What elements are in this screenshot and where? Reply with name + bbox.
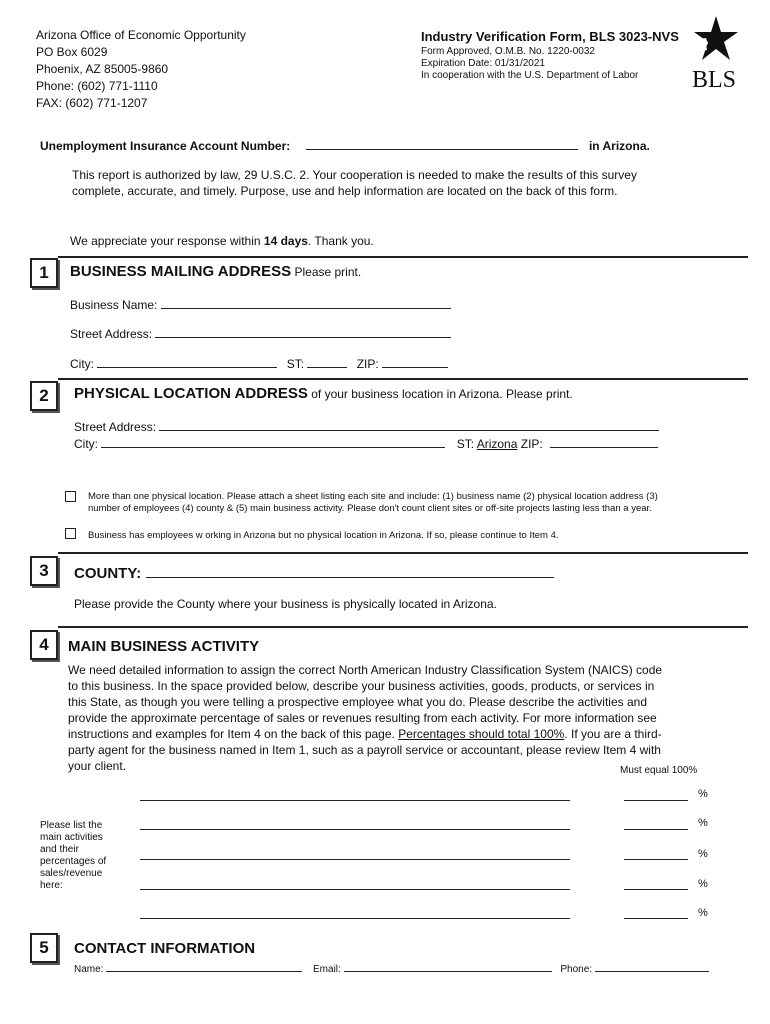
activity-input-3[interactable] (140, 859, 570, 860)
agency-name: Arizona Office of Economic Opportunity (36, 28, 246, 42)
section-4-title: MAIN BUSINESS ACTIVITY (68, 638, 260, 655)
multiple-locations-line: number of employees (4) county & (5) main business activity. Please don't count client sites or off-site projects lasting less than a year. (88, 503, 652, 514)
agency-block (36, 27, 246, 112)
mailing-st-label: ST: (286, 357, 305, 371)
section-1-title: BUSINESS MAILING ADDRESS (70, 263, 292, 280)
form-header (421, 29, 679, 82)
activity-input-2[interactable] (140, 829, 570, 830)
must-equal-note: Must equal 100% (620, 765, 698, 776)
side-note-line: Please list the (40, 820, 103, 831)
percentage-input-2[interactable] (624, 829, 688, 830)
multiple-locations-text (88, 491, 658, 515)
side-note-line: and their (40, 844, 79, 855)
star-icon (686, 14, 742, 66)
contact-email-input[interactable] (344, 961, 552, 972)
agency-fax: FAX: (602) 771-1207 (36, 96, 148, 110)
contact-phone-label: Phone: (560, 964, 593, 975)
percent-sign: % (698, 878, 708, 890)
no-physical-location-checkbox[interactable] (65, 528, 76, 539)
section-2-number: 2 (30, 381, 58, 411)
contact-row (74, 961, 709, 975)
section-3-rule (58, 552, 748, 554)
mailing-city-input[interactable] (97, 355, 277, 368)
bls-logo (686, 14, 742, 93)
mailing-street-label: Street Address: (70, 327, 153, 341)
side-note-line: percentages of (40, 856, 107, 867)
activity-input-5[interactable] (140, 918, 570, 919)
business-name-row (70, 296, 451, 312)
response-days: 14 days (263, 234, 308, 248)
physical-street-label: Street Address: (74, 420, 157, 434)
authority-line: This report is authorized by law, 29 U.S.C. 2. Your cooperation is needed to make the results of this survey (72, 168, 637, 182)
physical-zip-label: ZIP: (520, 437, 543, 451)
side-note-line: here: (40, 880, 63, 891)
physical-street-input[interactable] (159, 418, 659, 431)
agency-po-box: PO Box 6029 (36, 45, 108, 59)
instruction-line: to this business. In the space provided below, describe your business activities, goods, products, or services in (68, 679, 655, 693)
section-1-number: 1 (30, 258, 58, 288)
mailing-city-row (70, 355, 448, 371)
section-2-note: of your business location in Arizona. Please print. (307, 387, 573, 401)
county-row (74, 563, 554, 583)
mailing-st-input[interactable] (307, 355, 347, 368)
section-1-note: Please print. (291, 265, 362, 279)
physical-city-input[interactable] (101, 435, 445, 448)
appreciate-pre: We appreciate your response within (70, 234, 264, 248)
cooperation-note: In cooperation with the U.S. Department of Labor (421, 70, 639, 81)
percentage-input-4[interactable] (624, 889, 688, 890)
percentage-input-3[interactable] (624, 859, 688, 860)
agency-phone: Phone: (602) 771-1110 (36, 79, 158, 93)
activity-side-note (40, 820, 106, 892)
authority-text (72, 167, 637, 199)
appreciate-text (70, 234, 374, 248)
physical-zip-input[interactable] (550, 435, 658, 448)
percent-sign: % (698, 817, 708, 829)
contact-name-label: Name: (74, 964, 104, 975)
bls-logo-text: BLS (691, 67, 736, 93)
county-label: COUNTY: (74, 565, 142, 582)
section-5-number: 5 (30, 933, 58, 963)
ui-account-input[interactable] (306, 137, 578, 150)
section-1-rule (58, 256, 748, 258)
mailing-street-input[interactable] (155, 325, 451, 338)
mailing-zip-label: ZIP: (356, 357, 379, 371)
side-note-line: sales/revenue (40, 868, 103, 879)
percentage-total-note: Percentages should total 100% (398, 727, 565, 741)
county-input[interactable] (146, 563, 554, 578)
physical-city-label: City: (74, 437, 98, 451)
instruction-text: . If you are a third- (564, 727, 662, 741)
appreciate-post: . Thank you. (307, 234, 374, 248)
percent-sign: % (698, 848, 708, 860)
omb-approval: Form Approved, O.M.B. No. 1220-0032 (421, 46, 595, 57)
section-2-title: PHYSICAL LOCATION ADDRESS (74, 385, 308, 402)
section-4-rule (58, 626, 748, 628)
ui-account-suffix: in Arizona. (588, 139, 650, 153)
contact-phone-input[interactable] (595, 961, 709, 972)
business-name-input[interactable] (161, 296, 451, 309)
activity-input-4[interactable] (140, 889, 570, 890)
section-4-number: 4 (30, 630, 58, 660)
physical-st-label: ST: (456, 437, 475, 451)
section-2-rule (58, 378, 748, 380)
county-note: Please provide the County where your business is physically located in Arizona. (74, 597, 497, 611)
side-note-line: main activities (40, 832, 103, 843)
section-5-title: CONTACT INFORMATION (74, 940, 256, 957)
ui-account-row (40, 137, 650, 153)
mailing-city-label: City: (70, 357, 94, 371)
form-title: Industry Verification Form, BLS 3023-NVS (421, 29, 679, 44)
instruction-line (68, 726, 708, 742)
activity-instructions (68, 662, 708, 774)
instruction-line: We need detailed information to assign the correct North American Industry Classification System (NAICS) code (68, 663, 663, 677)
multiple-locations-line: More than one physical location. Please attach a sheet listing each site and include: (1) business name (2) physical location address (3) (88, 491, 658, 502)
mailing-zip-input[interactable] (382, 355, 448, 368)
section-3-number: 3 (30, 556, 58, 586)
mailing-street-row (70, 325, 451, 341)
contact-email-label: Email: (313, 964, 341, 975)
expiration-date: Expiration Date: 01/31/2021 (421, 58, 545, 69)
ui-account-label: Unemployment Insurance Account Number: (40, 139, 291, 153)
section-2-heading (74, 385, 573, 403)
instruction-line: party agent for the business named in Item 1, such as a payroll service or accountant, please review Item 4 with (68, 743, 661, 757)
physical-city-row (74, 435, 658, 451)
instruction-line: provide the approximate percentage of sales or revenues resulting from each activity. For more information see (68, 711, 657, 725)
section-1-heading (70, 263, 361, 281)
multiple-locations-checkbox[interactable] (65, 491, 76, 502)
no-physical-location-text: Business has employees w orking in Arizona but no physical location in Arizona. If so, please continue to Item 4. (88, 530, 559, 541)
instruction-line: your client. (68, 759, 127, 773)
business-name-label: Business Name: (70, 298, 158, 312)
activity-input-1[interactable] (140, 800, 570, 801)
percentage-input-1[interactable] (624, 800, 688, 801)
instruction-line: this State, as though you were telling a prospective employee what you do. Please describe the activities and (68, 695, 648, 709)
percent-sign: % (698, 907, 708, 919)
physical-state-value: Arizona (476, 437, 518, 451)
contact-name-input[interactable] (106, 961, 302, 972)
percentage-input-5[interactable] (624, 918, 688, 919)
instruction-text: instructions and examples for Item 4 on the back of this page. (68, 727, 399, 741)
physical-street-row (74, 418, 659, 434)
agency-city: Phoenix, AZ 85005-9860 (36, 62, 169, 76)
authority-line: complete, accurate, and timely. Purpose, use and help information are located on the back of this form. (72, 184, 618, 198)
percent-sign: % (698, 788, 708, 800)
